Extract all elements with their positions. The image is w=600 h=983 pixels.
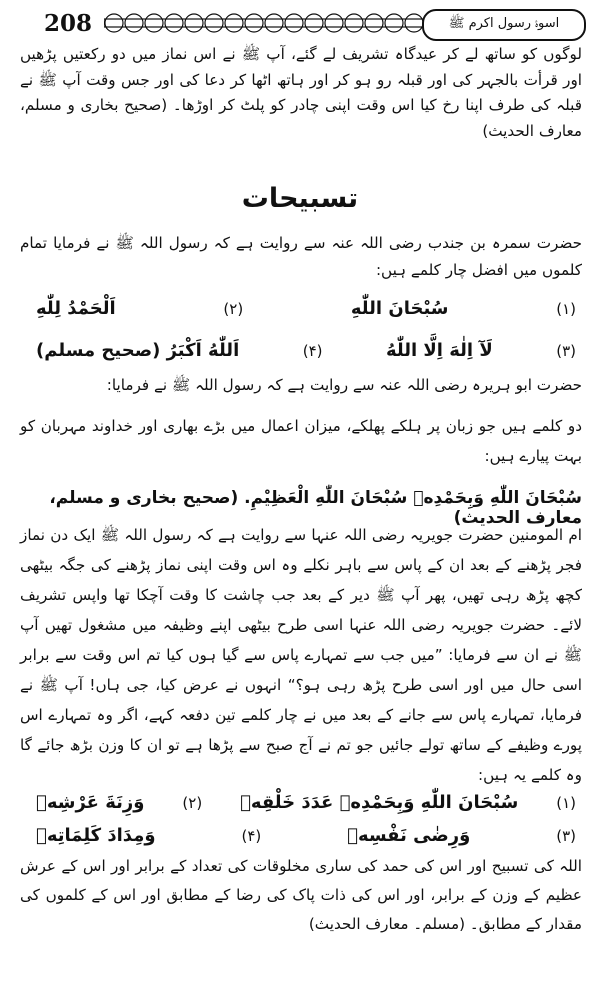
arabic-phrase: وَمِدَادَ كَلِمَاتِهٖ xyxy=(36,825,156,846)
page-number: 208 xyxy=(44,10,93,37)
arabic-phrase: اَلْحَمْدُ لِلّٰهِ xyxy=(36,298,116,319)
item-number: (۴) xyxy=(241,826,262,845)
arabic-phrase: وَزِنَةَ عَرْشِهٖ xyxy=(36,792,145,813)
kalimat-row-1 xyxy=(36,298,576,319)
arabic-phrase: لَآ اِلٰهَ اِلَّا اللّٰهُ xyxy=(385,340,493,361)
kalimat2-row-1 xyxy=(36,792,576,813)
item-number: (۱) xyxy=(556,299,576,318)
section-heading: تسبیحات xyxy=(241,183,359,214)
paragraph-6: اللہ کی تسبیح اور اس کی حمد کی ساری مخلوقات کی تعداد کے برابر اور اس کے عرش عظیم کے وزن کے برابر، اور اس کی ذات پاک کی رضا کے مطابق اور اس کے کلموں کی مقدار کے مطابق۔ (مسلم۔ معارف الحدیث) xyxy=(20,857,582,933)
decorative-border-ornament xyxy=(104,8,424,38)
paragraph-3: حضرت ابو ہریرہ رضی اللہ عنہ سے روایت ہے کہ رسول اللہ ﷺ نے فرمایا: xyxy=(106,376,582,394)
item-number: (۳) xyxy=(556,826,576,845)
paragraph-4: دو کلمے ہیں جو زبان پر ہلکے پھلکے، میزان اعمال میں بڑے بھاری اور خداوند مہربان کو بہت پیارے ہیں: xyxy=(20,417,582,465)
arabic-phrase: سُبْحَانَ اللّٰهِ xyxy=(350,298,449,319)
paragraph-5: ام المومنین حضرت جویریہ رضی اللہ عنہا سے روایت ہے کہ رسول اللہ ﷺ ایک دن نماز فجر پڑھنے کے بعد ان کے پاس سے باہر نکلے وہ اس وقت اپنی نماز پڑھنے کی جگہ بیٹھی کچھ پڑھ رہی تھیں، پھر آپ ﷺ دیر کے بعد جب چاشت کا وقت آچکا تھا واپس تشریف لائے۔ حضرت جویریہ رضی اللہ عنہا اسی طرح بیٹھی اپنے وظیفہ میں مشغول تھیں آپ ﷺ نے ان سے فرمایا: ”میں جب سے تمہارے پاس سے گیا ہوں کیا تم اس وقت سے برابر اسی حال میں اور اسی طرح پڑھ رہی ہو؟“ انہوں نے عرض کیا، جی ہاں! آپ ﷺ نے فرمایا، تمہارے پاس سے جانے کے بعد میں نے چار کلمے تین دفعہ کہے، اگر وہ تمہارے اس پورے وظیفے کے ساتھ تولے جائیں جو تم نے آج صبح سے پڑھا ہے تو ان کا وزن بڑھ جائے گا وہ کلمے یہ ہیں: xyxy=(20,526,582,784)
arabic-phrase: سُبْحَانَ اللّٰهِ وَبِحَمْدِهٖ عَدَدَ خَلْقِهٖ xyxy=(240,792,519,813)
paragraph-2: حضرت سمرہ بن جندب رضی اللہ عنہ سے روایت ہے کہ رسول اللہ ﷺ نے فرمایا تمام کلموں میں افضل چار کلمے ہیں: xyxy=(20,234,582,279)
kalimat-row-2 xyxy=(36,340,576,361)
item-number: (۳) xyxy=(556,341,576,360)
paragraph-1: لوگوں کو ساتھ لے کر عیدگاہ تشریف لے گئے، آپ ﷺ نے اس نماز میں دو رکعتیں پڑھیں اور قرأت بالجہر کی اور قبلہ رو ہو کر اور ہاتھ اٹھا کر دعا کی اور جس وقت آپ ﷺ نے قبلہ کی طرف اپنا رخ کیا اس وقت اپنی چادر کو پلٹ کر اوڑھا۔ (صحیح بخاری و مسلم، معارف الحدیث) xyxy=(20,45,582,140)
item-number: (۲) xyxy=(182,793,203,812)
page-header xyxy=(8,6,592,40)
running-title: اسوۂ رسول اکرم ﷺ xyxy=(422,9,586,41)
arabic-phrase: اَللّٰهُ اَكْبَرُ (صحیح مسلم) xyxy=(36,340,240,361)
kalimat2-row-2 xyxy=(36,825,576,846)
item-number: (۴) xyxy=(302,341,323,360)
arabic-phrase: وَرِضٰى نَفْسِهٖ xyxy=(347,825,471,846)
arabic-dua: سُبْحَانَ اللّٰهِ وَبِحَمْدِهٖ سُبْحَانَ اللّٰهِ الْعَظِيْمِ. (صحیح بخاری و مسلم، معارف الحدیث) xyxy=(49,488,582,528)
item-number: (۲) xyxy=(223,299,244,318)
item-number: (۱) xyxy=(556,793,576,812)
